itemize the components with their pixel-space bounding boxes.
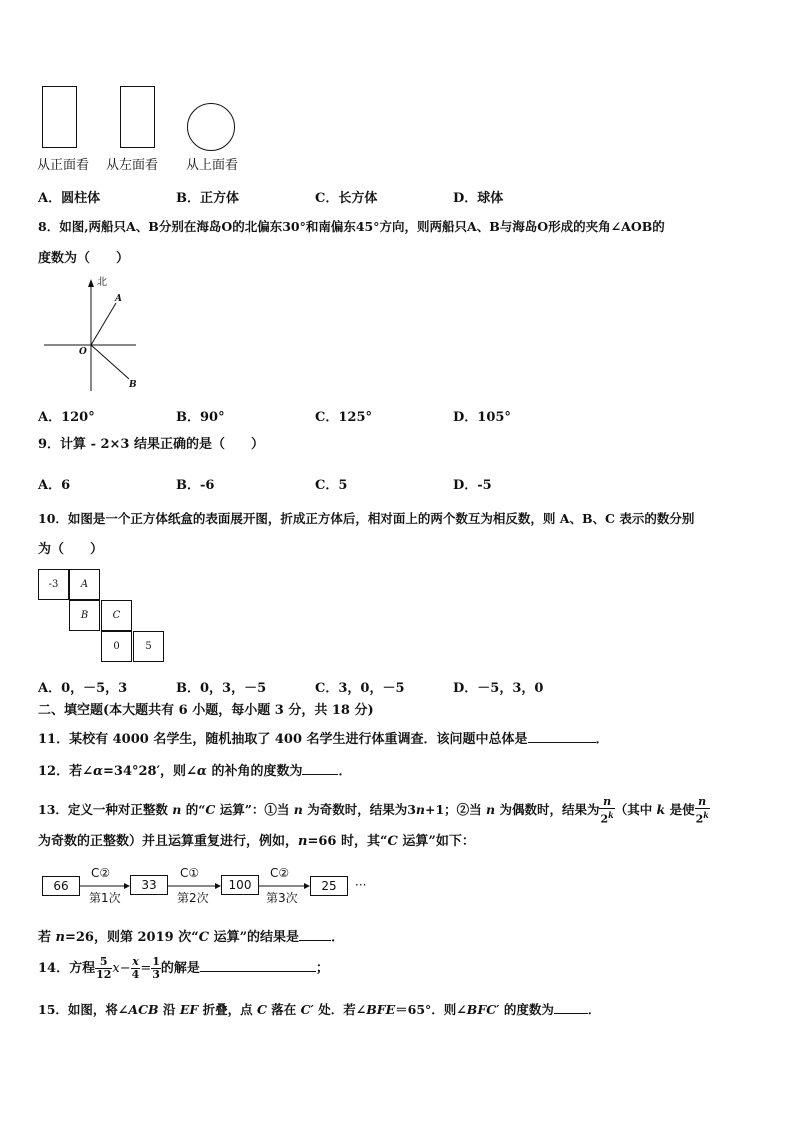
q13-text: =66 时，其“ bbox=[307, 834, 388, 849]
frac-denominator: 12 bbox=[96, 968, 112, 981]
q10-option-c[interactable]: C．3，0，－5 bbox=[315, 681, 405, 696]
flow-op-label: C① bbox=[180, 866, 200, 880]
q8-option-b[interactable]: B．90° bbox=[176, 410, 225, 425]
q9-stem: 9．计算 - 2×3 结果正确的是（ ） bbox=[38, 437, 265, 452]
q13-var-n: n bbox=[55, 930, 65, 945]
flow-box: 66 bbox=[42, 876, 80, 896]
q10-stem-line2: 为（ ） bbox=[38, 542, 104, 557]
q12-text: 12．若∠ bbox=[38, 764, 93, 779]
q13-text: 运算”如下： bbox=[397, 834, 475, 849]
q15-point-c: C bbox=[256, 1002, 267, 1017]
q13-text: ． bbox=[331, 930, 345, 945]
q13-text: 为奇数的正整数）并且运算重复进行，例如， bbox=[38, 834, 299, 849]
frac-numerator: 5 bbox=[95, 956, 112, 969]
frac-denominator bbox=[599, 809, 614, 826]
net-cell: 5 bbox=[133, 631, 164, 662]
q12-alpha: α bbox=[196, 764, 207, 779]
q11-text: 11．某校有 4000 名学生，随机抽取了 400 名学生进行体重调查．该问题中总体是 bbox=[38, 732, 528, 747]
q15-text: 处．若∠ bbox=[313, 1002, 367, 1017]
top-view-circle bbox=[187, 103, 235, 151]
q8-option-c[interactable]: C．125° bbox=[315, 410, 372, 425]
q11-end: ． bbox=[595, 732, 609, 747]
q11-stem bbox=[38, 728, 609, 749]
q10-stem-line1: 10．如图是一个正方体纸盒的表面展开图，折成正方体后，相对面上的两个数互为相反数，则 A、B、C 表示的数分别 bbox=[38, 511, 695, 526]
front-view-label: 从正面看 bbox=[37, 158, 90, 173]
q15-text: ＝65°．则∠ bbox=[395, 1002, 467, 1017]
q15-angle-bfe: BFE bbox=[366, 1002, 396, 1017]
top-view-label: 从上面看 bbox=[186, 158, 239, 173]
q15-text: 15．如图，将∠ bbox=[38, 1002, 129, 1017]
net-cell: C bbox=[101, 600, 132, 631]
q13-text: 的“ bbox=[181, 802, 206, 817]
left-view-label: 从左面看 bbox=[106, 158, 159, 173]
net-cell: A bbox=[69, 569, 100, 600]
flow-step-label: 第1次 bbox=[89, 891, 121, 905]
frac-exponent: k bbox=[703, 809, 709, 820]
q7-option-b[interactable]: B．正方体 bbox=[176, 191, 239, 206]
q15-text: ． bbox=[587, 1002, 601, 1017]
q13-text: =26，则第 2019 次“ bbox=[64, 930, 199, 945]
q7-option-d[interactable]: D．球体 bbox=[453, 191, 504, 206]
frac-numerator: 1 bbox=[152, 955, 160, 968]
flow-step-label: 第3次 bbox=[266, 891, 298, 905]
q13-var-n: n bbox=[486, 802, 496, 817]
q15-stem bbox=[38, 999, 600, 1019]
q8-stem-line2: 度数为（ ） bbox=[38, 251, 130, 266]
q15-angle-acb: ACB bbox=[128, 1002, 159, 1017]
q13-text: +1；②当 bbox=[425, 802, 487, 817]
q8-point-a-label: A bbox=[115, 294, 122, 304]
q8-compass-figure bbox=[38, 275, 148, 395]
q13-stem-line1 bbox=[38, 795, 710, 825]
q13-var-n: n bbox=[172, 802, 182, 817]
q12-end: ． bbox=[338, 764, 352, 779]
q13-text: 是使 bbox=[665, 802, 695, 817]
q8-option-d[interactable]: D．105° bbox=[453, 410, 511, 425]
q10-option-d[interactable]: D．－5，3，0 bbox=[453, 681, 544, 696]
q15-text: 落在 bbox=[266, 1002, 301, 1017]
frac-base: 2 bbox=[695, 812, 704, 826]
q10-option-a[interactable]: A．0，－5，3 bbox=[38, 681, 128, 696]
q14-var-x: x bbox=[112, 961, 120, 976]
q14-equals: = bbox=[140, 961, 152, 976]
flow-step-label: 第2次 bbox=[177, 891, 209, 905]
frac-exponent: k bbox=[608, 809, 614, 820]
q13-text: 若 bbox=[38, 930, 56, 945]
q14-fraction bbox=[131, 956, 141, 981]
q14-fraction bbox=[151, 956, 161, 981]
q13-var-c: C bbox=[198, 930, 210, 945]
q15-text: 沿 bbox=[158, 1002, 180, 1017]
q13-stem-line3 bbox=[38, 926, 344, 947]
q14-answer-blank[interactable] bbox=[200, 957, 316, 972]
q11-answer-blank[interactable] bbox=[528, 728, 596, 743]
q12-text-mid: =34°28′，则∠ bbox=[103, 764, 197, 779]
q9-option-a[interactable]: A．6 bbox=[38, 478, 71, 493]
q8-north-label: 北 bbox=[97, 277, 107, 288]
q13-var-c: C bbox=[387, 834, 398, 849]
frac-base: 2 bbox=[600, 812, 609, 826]
q13-text: 13．定义一种对正整数 bbox=[38, 802, 173, 817]
q13-var-c: C bbox=[205, 802, 216, 817]
flow-box: 25 bbox=[310, 876, 348, 896]
frac-denominator bbox=[695, 809, 710, 826]
q8-stem-line1: 8．如图,两船只A、B分别在海岛O的北偏东30°和南偏东45°方向，则两船只A、B与海岛O形成的夹角∠AOB的 bbox=[38, 219, 665, 234]
q13-text: 运算”的结果是 bbox=[209, 930, 300, 945]
q14-stem bbox=[38, 953, 329, 985]
q8-option-a[interactable]: A．120° bbox=[38, 410, 95, 425]
q14-text: 的解是 bbox=[160, 961, 200, 976]
q13-var-n: n bbox=[415, 802, 425, 817]
q13-text: 为偶数时，结果为 bbox=[495, 802, 600, 817]
q7-option-a[interactable]: A．圆柱体 bbox=[38, 191, 101, 206]
q10-option-b[interactable]: B．0，3，－5 bbox=[176, 681, 267, 696]
flow-op-label: C② bbox=[91, 866, 111, 880]
flow-op-label: C② bbox=[270, 866, 290, 880]
flow-box: 100 bbox=[221, 875, 259, 895]
q13-text: 为奇数时，结果为3 bbox=[302, 802, 416, 817]
q12-answer-blank[interactable] bbox=[302, 760, 338, 775]
q13-fraction-n-over-2k bbox=[599, 796, 614, 826]
q13-answer-blank[interactable] bbox=[299, 926, 331, 941]
q13-var-n: n bbox=[293, 802, 303, 817]
q15-angle-bfc-prime: BFC′ bbox=[466, 1002, 500, 1017]
q8-point-o-label: O bbox=[79, 347, 87, 357]
q9-option-c[interactable]: C．5 bbox=[315, 478, 348, 493]
q13-fraction-n-over-2k bbox=[695, 796, 710, 826]
flow-box: 33 bbox=[130, 875, 168, 895]
frac-denominator: 3 bbox=[152, 968, 160, 981]
q9-option-b[interactable]: B．-6 bbox=[176, 478, 215, 493]
q13-text: （其中 bbox=[614, 802, 657, 817]
frac-numerator: n bbox=[599, 796, 614, 809]
q14-fraction bbox=[95, 956, 112, 981]
q15-text: 的度数为 bbox=[499, 1002, 554, 1017]
q7-option-c[interactable]: C．长方体 bbox=[315, 191, 378, 206]
net-cell: 0 bbox=[101, 631, 132, 662]
q13-var-n: n bbox=[298, 834, 308, 849]
section-2-heading: 二、填空题(本大题共有 6 小题，每小题 3 分，共 18 分) bbox=[38, 703, 374, 718]
frac-denominator: 4 bbox=[131, 968, 140, 981]
frac-numerator: x bbox=[132, 955, 139, 968]
q14-minus: − bbox=[119, 961, 131, 976]
q8-point-b-label: B bbox=[129, 380, 137, 390]
flow-ellipsis: ··· bbox=[355, 878, 367, 892]
q9-option-d[interactable]: D．-5 bbox=[453, 478, 492, 493]
q15-text: 折叠，点 bbox=[198, 1002, 257, 1017]
net-cell: -3 bbox=[38, 569, 69, 600]
left-view-rect bbox=[120, 86, 155, 148]
q13-text: 运算”：①当 bbox=[215, 802, 294, 817]
q13-var-k: k bbox=[656, 802, 666, 817]
q14-text: ； bbox=[315, 961, 329, 976]
q15-answer-blank[interactable] bbox=[554, 999, 588, 1014]
q15-line-ef: EF bbox=[179, 1002, 199, 1017]
q12-text-mid2: 的补角的度数为 bbox=[206, 764, 303, 779]
q15-point-c-prime: C′ bbox=[300, 1002, 314, 1017]
q12-stem bbox=[38, 760, 351, 781]
q14-text: 14．方程 bbox=[38, 961, 96, 976]
q12-alpha: α bbox=[92, 764, 103, 779]
net-cell: B bbox=[69, 600, 100, 631]
front-view-rect bbox=[42, 86, 77, 148]
frac-numerator: n bbox=[695, 796, 710, 809]
q13-stem-line2 bbox=[38, 833, 475, 851]
